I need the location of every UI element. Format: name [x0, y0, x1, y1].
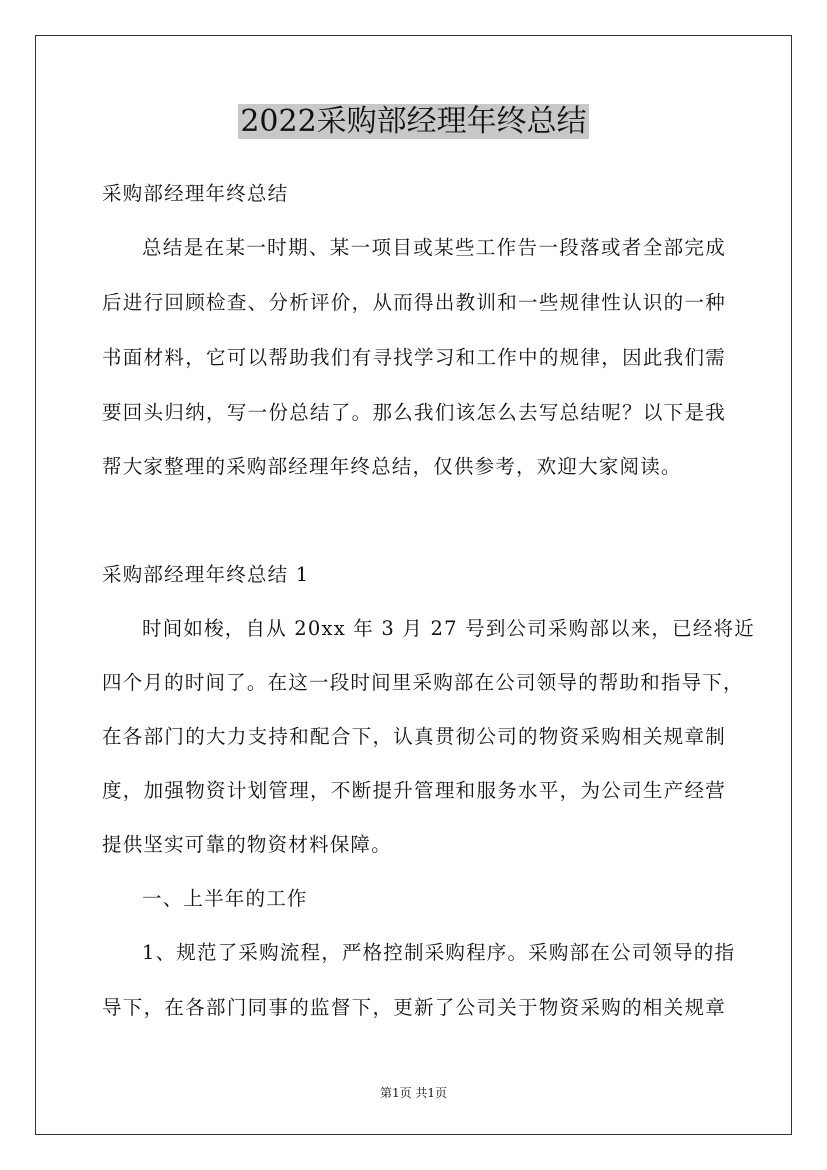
paragraph-line: 导下，在各部门同事的监督下，更新了公司关于物资采购的相关规章: [102, 996, 726, 1019]
intro-line: 书面材料，它可以帮助我们有寻找学习和工作中的规律，因此我们需: [102, 346, 726, 369]
intro-line: 帮大家整理的采购部经理年终总结，仅供参考，欢迎大家阅读。: [102, 455, 682, 478]
paragraph-line: 度，加强物资计划管理，不断提升管理和服务水平，为公司生产经营: [102, 779, 726, 802]
intro-line: 总结是在某一时期、某一项目或某些工作告一段落或者全部完成: [142, 236, 726, 259]
paragraph-line: 1、规范了采购流程，严格控制采购程序。采购部在公司领导的指: [142, 941, 736, 964]
subheading: 采购部经理年终总结: [102, 182, 289, 205]
paragraph-line: 四个月的时间了。在这一段时间里采购部在公司领导的帮助和指导下，: [102, 671, 744, 694]
intro-line: 要回头归纳，写一份总结了。那么我们该怎么去写总结呢？以下是我: [102, 401, 726, 424]
intro-line: 后进行回顾检查、分析评价，从而得出教训和一些规律性认识的一种: [102, 291, 726, 314]
section-heading: 采购部经理年终总结 1: [102, 563, 310, 586]
document-title-wrap: [0, 100, 827, 144]
paragraph-line: 在各部门的大力支持和配合下，认真贯彻公司的物资采购相关规章制: [102, 725, 726, 748]
page-footer: 第1页 共1页: [379, 1086, 448, 1100]
paragraph-line: 提供坚实可靠的物资材料保障。: [102, 833, 392, 856]
document-title: 2022采购部经理年终总结: [240, 104, 587, 139]
subsection-heading: 一、上半年的工作: [142, 887, 308, 910]
paragraph-line: 时间如梭，自从 20xx 年 3 月 27 号到公司采购部以来，已经将近: [142, 617, 755, 640]
